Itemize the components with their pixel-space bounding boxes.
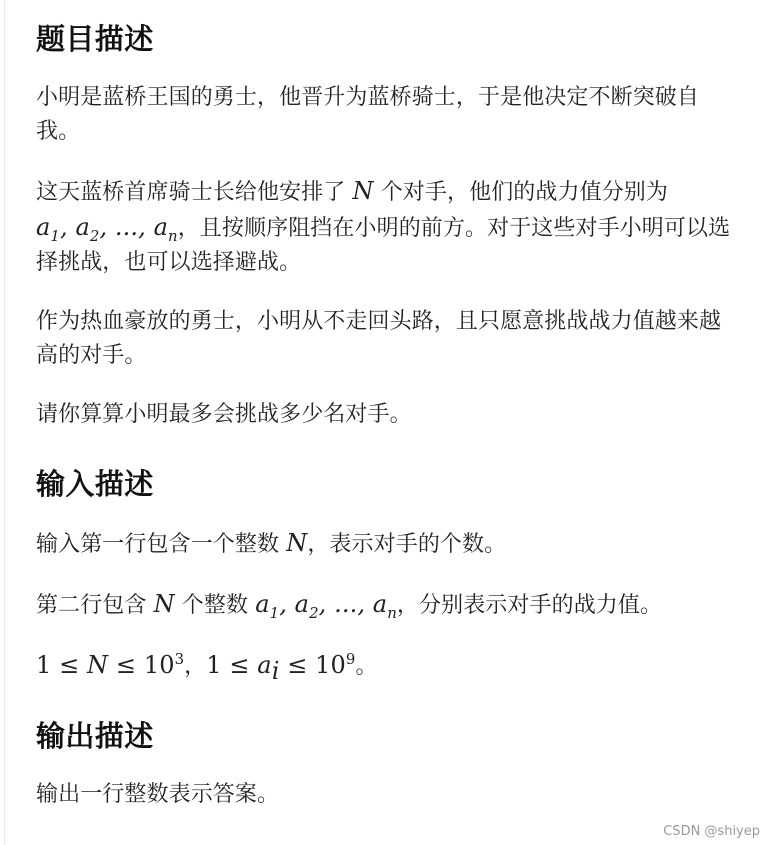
paragraph-background-line-1: 小明是蓝桥王国的勇士，他晋升为蓝桥骑士，于是他决定不断突破自 bbox=[36, 85, 700, 110]
section-title-output-description: 输出描述 bbox=[36, 719, 154, 753]
input-line-2 bbox=[36, 587, 756, 623]
input-line-1-b: ，表示对手的个数。 bbox=[307, 532, 507, 557]
left-rule bbox=[4, 0, 5, 845]
constraint-end: 。 bbox=[355, 654, 378, 679]
paragraph-opponents-line-1-b: 个对手，他们的战力值分别为 bbox=[373, 180, 669, 205]
math-variable-n: N bbox=[352, 177, 374, 205]
paragraph-question bbox=[36, 398, 756, 432]
math-sequence-a: $a_1$, $a_2$, ..., $a_n$ bbox=[255, 590, 397, 622]
output-line: 输出一行整数表示答案。 bbox=[36, 782, 280, 807]
constraint-line bbox=[36, 648, 756, 684]
problem-content bbox=[36, 18, 756, 812]
input-line-2-b: 个整数 bbox=[174, 593, 256, 618]
paragraph-rules-line-2: 高的对手。 bbox=[36, 343, 147, 368]
constraint-separator: ， bbox=[184, 654, 207, 679]
section-title-problem-description: 题目描述 bbox=[36, 22, 154, 56]
paragraph-opponents-line-2-rest: ，且按顺序阻挡在小明的前方。对于这些对手小明可以选 bbox=[177, 216, 731, 241]
input-line-1-a: 输入第一行包含一个整数 bbox=[36, 532, 287, 557]
math-variable-n: N bbox=[153, 590, 175, 618]
paragraph-opponents bbox=[36, 174, 756, 280]
paragraph-rules bbox=[36, 305, 756, 373]
math-variable-n: N bbox=[286, 529, 308, 557]
paragraph-opponents-line-3: 择挑战，也可以选择避战。 bbox=[36, 250, 302, 275]
constraint-ai: $1 \le a_i \le 10^9$ bbox=[206, 650, 356, 685]
section-title-input-description: 输入描述 bbox=[36, 467, 154, 501]
math-a1: $a_1$, $a_2$, ..., $a_n$ bbox=[36, 213, 178, 245]
input-line-1 bbox=[36, 526, 756, 562]
paragraph-background-line-2: 我。 bbox=[36, 119, 81, 144]
watermark: CSDN @shiyep bbox=[663, 824, 760, 839]
constraint-n: $1 \le N \le 10^3$ bbox=[36, 650, 185, 679]
input-line-2-rest: ，分别表示对手的战力值。 bbox=[396, 593, 663, 618]
paragraph-opponents-line-1-a: 这天蓝桥首席骑士长给他安排了 bbox=[36, 180, 353, 205]
input-line-2-a: 第二行包含 bbox=[36, 593, 154, 618]
paragraph-background bbox=[36, 81, 756, 149]
paragraph-question-line-1: 请你算算小明最多会挑战多少名对手。 bbox=[36, 402, 412, 427]
paragraph-rules-line-1: 作为热血豪放的勇士，小明从不走回头路，且只愿意挑战战力值越来越 bbox=[36, 309, 722, 334]
